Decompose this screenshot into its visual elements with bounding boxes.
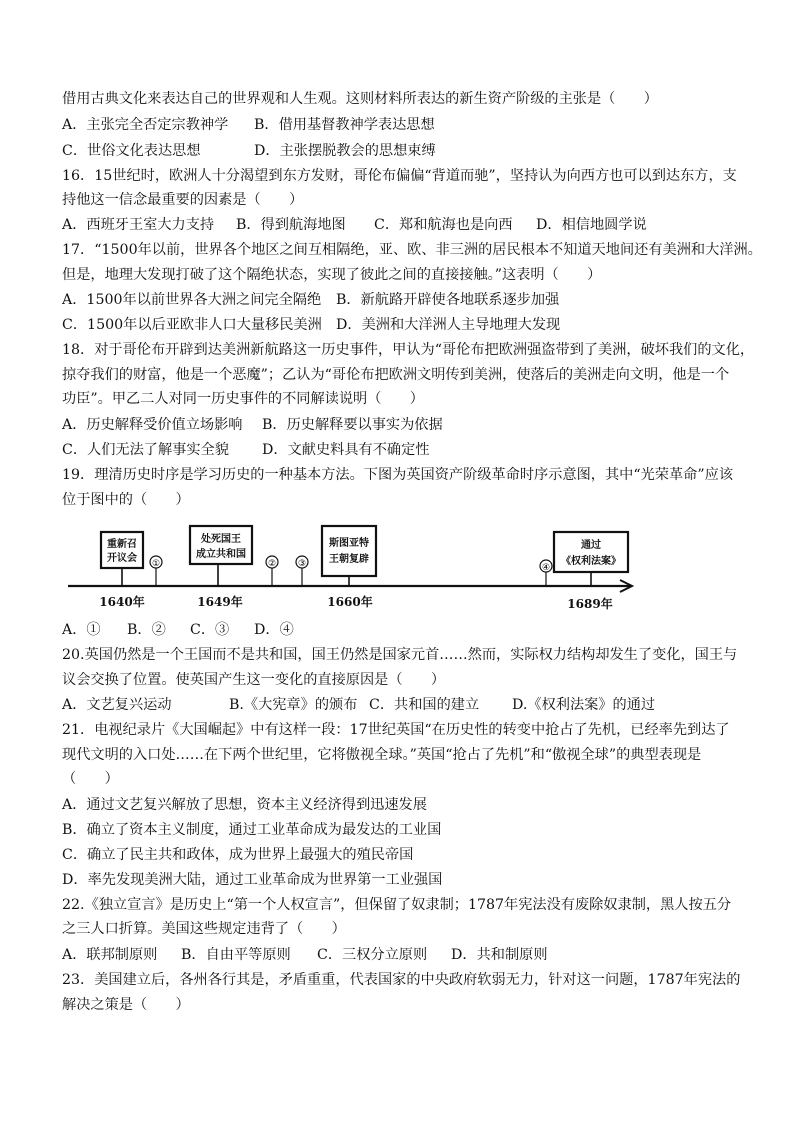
q19-option-d[interactable]: D．④ [254, 622, 294, 638]
timeline-marker-3-label: ③ [297, 559, 307, 569]
q15-stem: 借用古典文化来表达自己的世界观和人生观。这则材料所表达的新生资产阶级的主张是（ ） [62, 91, 658, 107]
q22-stem-line1: 22.《独立宣言》是历史上“第一个人权宣言”，但保留了奴隶制；1787年宪法没有废除奴隶制，黑人按五分 [62, 897, 732, 913]
timeline-box-1640-line2: 开议会 [107, 553, 137, 564]
q22-option-b[interactable]: B．自由平等原则 [181, 947, 291, 963]
q22-option-a[interactable]: A．联邦制原则 [62, 947, 158, 963]
q17-option-a[interactable]: A．1500年以前世界各大洲之间完全隔绝 [62, 292, 322, 308]
q16-option-b[interactable]: B．得到航海地图 [236, 217, 346, 233]
q17-stem-line1: 17．“1500年以前，世界各个地区之间互相隔绝，亚、欧、非三洲的居民根本不知道天地间还有美洲和大洋洲。 [62, 242, 762, 258]
timeline-marker-1-label: ① [151, 559, 161, 569]
q16-stem-line1: 16．15世纪时，欧洲人十分渴望到东方发财，哥伦布偏偏“背道而驰”，坚持认为向西方也可以到达东方，支 [62, 168, 737, 184]
q22-option-c[interactable]: C．三权分立原则 [317, 947, 428, 963]
q16-option-a[interactable]: A．西班牙王室大力支持 [62, 217, 215, 233]
q23-stem-line2: 解决之策是（ ） [62, 997, 190, 1013]
timeline-box-1640-line1: 重新召 [107, 539, 137, 550]
q19-option-c[interactable]: C．③ [190, 622, 230, 638]
q21-stem-line1: 21．电视纪录片《大国崛起》中有这样一段：17世纪英国“在历史性的转变中抢占了先机，已经率先到达了 [62, 722, 730, 738]
q18-stem-line1: 18．对于哥伦布开辟到达美洲新航路这一历史事件，甲认为“哥伦布把欧洲强盗带到了美洲，破坏我们的文化， [62, 342, 755, 358]
timeline-box-1649-line2: 成立共和国 [196, 549, 246, 560]
q15-option-a[interactable]: A．主张完全否定宗教神学 [62, 117, 229, 133]
timeline-box-1649-line1: 处死国王 [201, 534, 241, 545]
timeline-year-1640: 1640年 [99, 595, 145, 609]
q15-option-d[interactable]: D．主张摆脱教会的思想束缚 [254, 143, 436, 159]
q18-option-a[interactable]: A．历史解释受价值立场影响 [62, 417, 243, 433]
q23-stem-line1: 23．美国建立后，各州各行其是，矛盾重重，代表国家的中央政府软弱无力，针对这一问题，1787年宪法的 [62, 972, 741, 988]
q20-stem-line1: 20.英国仍然是一个王国而不是共和国，国王仍然是国家元首……然而，实际权力结构却发生了变化，国王与 [62, 647, 738, 663]
q20-stem-line2: 议会交换了位置。使英国产生这一变化的直接原因是（ ） [62, 672, 446, 688]
q19-option-b[interactable]: B．② [127, 622, 166, 638]
q20-option-a[interactable]: A．文艺复兴运动 [62, 697, 172, 713]
timeline-box-1660-line2: 王朝复辟 [329, 554, 369, 565]
q21-stem-line3: （ ） [62, 771, 119, 787]
timeline-marker-2-label: ② [267, 559, 277, 569]
q15-option-b[interactable]: B．借用基督教神学表达思想 [254, 117, 435, 133]
timeline-box-1660-line1: 斯图亚特 [329, 538, 369, 549]
q22-option-d[interactable]: D．共和制原则 [451, 947, 548, 963]
timeline-year-1689: 1689年 [567, 597, 613, 611]
q16-option-c[interactable]: C．郑和航海也是向西 [374, 217, 513, 233]
q18-option-b[interactable]: B．历史解释要以事实为依据 [262, 417, 443, 433]
q19-stem-line2: 位于图中的（ ） [62, 492, 190, 508]
q19-stem-line1: 19．理清历史时序是学习历史的一种基本方法。下图为英国资产阶级革命时序示意图，其中“光荣革命”应该 [62, 467, 734, 483]
q20-option-b[interactable]: B.《大宪章》的颁布 [229, 697, 358, 713]
q17-option-c[interactable]: C．1500年以后亚欧非人口大量移民美洲 [62, 317, 322, 333]
revolution-timeline [60, 520, 640, 612]
q18-option-d[interactable]: D．文献史料具有不确定性 [262, 442, 430, 458]
q21-option-a[interactable]: A．通过文艺复兴解放了思想，资本主义经济得到迅速发展 [62, 797, 427, 813]
q19-option-a[interactable]: A．① [62, 622, 101, 638]
q21-stem-line2: 现代文明的入口处……在下两个世纪里，它将傲视全球。”英国“抢占了先机”和“傲视全球”的典型表现是 [62, 747, 702, 763]
q17-option-b[interactable]: B．新航路开辟使各地联系逐步加强 [336, 292, 560, 308]
q18-stem-line2: 掠夺我们的财富，他是一个恶魔”；乙认为“哥伦布把欧洲文明传到美洲，使落后的美洲走向文明，他是一个 [62, 367, 730, 383]
q18-option-c[interactable]: C．人们无法了解事实全貌 [62, 442, 229, 458]
q20-option-c[interactable]: C．共和国的建立 [369, 697, 480, 713]
q21-option-b[interactable]: B．确立了资本主义制度，通过工业革命成为最发达的工业国 [62, 822, 442, 838]
timeline-box-1660 [322, 526, 376, 576]
q21-option-c[interactable]: C．确立了民主共和政体，成为世界上最强大的殖民帝国 [62, 847, 414, 863]
timeline-year-1660: 1660年 [327, 595, 373, 609]
q17-stem-line2: 但是，地理大发现打破了这个隔绝状态，实现了彼此之间的直接接触。”这表明（ ） [62, 267, 602, 283]
q15-option-c[interactable]: C．世俗文化表达思想 [62, 143, 201, 159]
q18-stem-line3: 功臣”。甲乙二人对同一历史事件的不同解读说明（ ） [62, 391, 424, 407]
timeline-year-1649: 1649年 [197, 595, 243, 609]
q21-option-d[interactable]: D．率先发现美洲大陆，通过工业革命成为世界第一工业强国 [62, 872, 443, 888]
timeline-box-1689-line1: 通过 [581, 540, 601, 551]
q17-option-d[interactable]: D．美洲和大洋洲人主导地理大发现 [336, 317, 561, 333]
timeline-box-1689-line2: 《权利法案》 [561, 556, 621, 567]
q16-option-d[interactable]: D．相信地圆学说 [536, 217, 647, 233]
q22-stem-line2: 之三人口折算。美国这些规定违背了（ ） [62, 921, 346, 937]
timeline-marker-4-label: ④ [541, 563, 551, 573]
q20-option-d[interactable]: D.《权利法案》的通过 [512, 697, 656, 713]
q16-stem-line2: 持他这一信念最重要的因素是（ ） [62, 192, 304, 208]
